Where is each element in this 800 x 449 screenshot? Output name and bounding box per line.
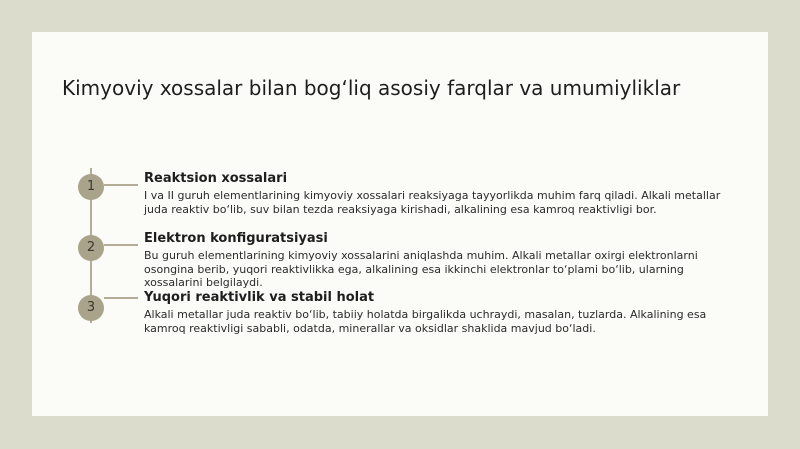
timeline-connector <box>104 297 138 299</box>
timeline-item-2-description: Bu guruh elementlarining kimyoviy xossalarini aniqlashda muhim. Alkali metallar oxirgi elektronlarni osongina berib, yuqori reaktivlikka ega, alkalining esa ikkinchi elektronlar to‘plami bo‘lib, ularning xossalarini belgilaydi. <box>144 249 698 289</box>
timeline-item-3-title: Yuqori reaktivlik va stabil holat <box>144 290 375 305</box>
slide <box>32 32 768 416</box>
timeline-connector <box>104 184 138 186</box>
timeline-connector <box>104 244 138 246</box>
timeline-marker-3: 3 <box>78 295 104 321</box>
slide-title: Kimyoviy xossalar bilan bog‘liq asosiy farqlar va umumiyliklar <box>62 76 681 100</box>
timeline-marker-1: 1 <box>78 174 104 200</box>
timeline-item-1-title: Reaktsion xossalari <box>144 171 288 186</box>
timeline-item-1-description: I va II guruh elementlarining kimyoviy xossalari reaksiyaga tayyorlikda muhim farq qiladi. Alkali metallar juda reaktiv bo‘lib, suv bilan tezda reaksiyaga kirishadi, alkalining esa kamroq reaktivligi bor. <box>144 189 721 216</box>
timeline-item-3-description: Alkali metallar juda reaktiv bo‘lib, tabiiy holatda birgalikda uchraydi, masalan, tuzlarda. Alkalining esa kamroq reaktivligi sababli, odatda, minerallar va oksidlar shaklida mavjud bo‘ladi. <box>144 308 707 335</box>
timeline-item-2-title: Elektron konfiguratsiyasi <box>144 231 328 246</box>
timeline-marker-2: 2 <box>78 235 104 261</box>
